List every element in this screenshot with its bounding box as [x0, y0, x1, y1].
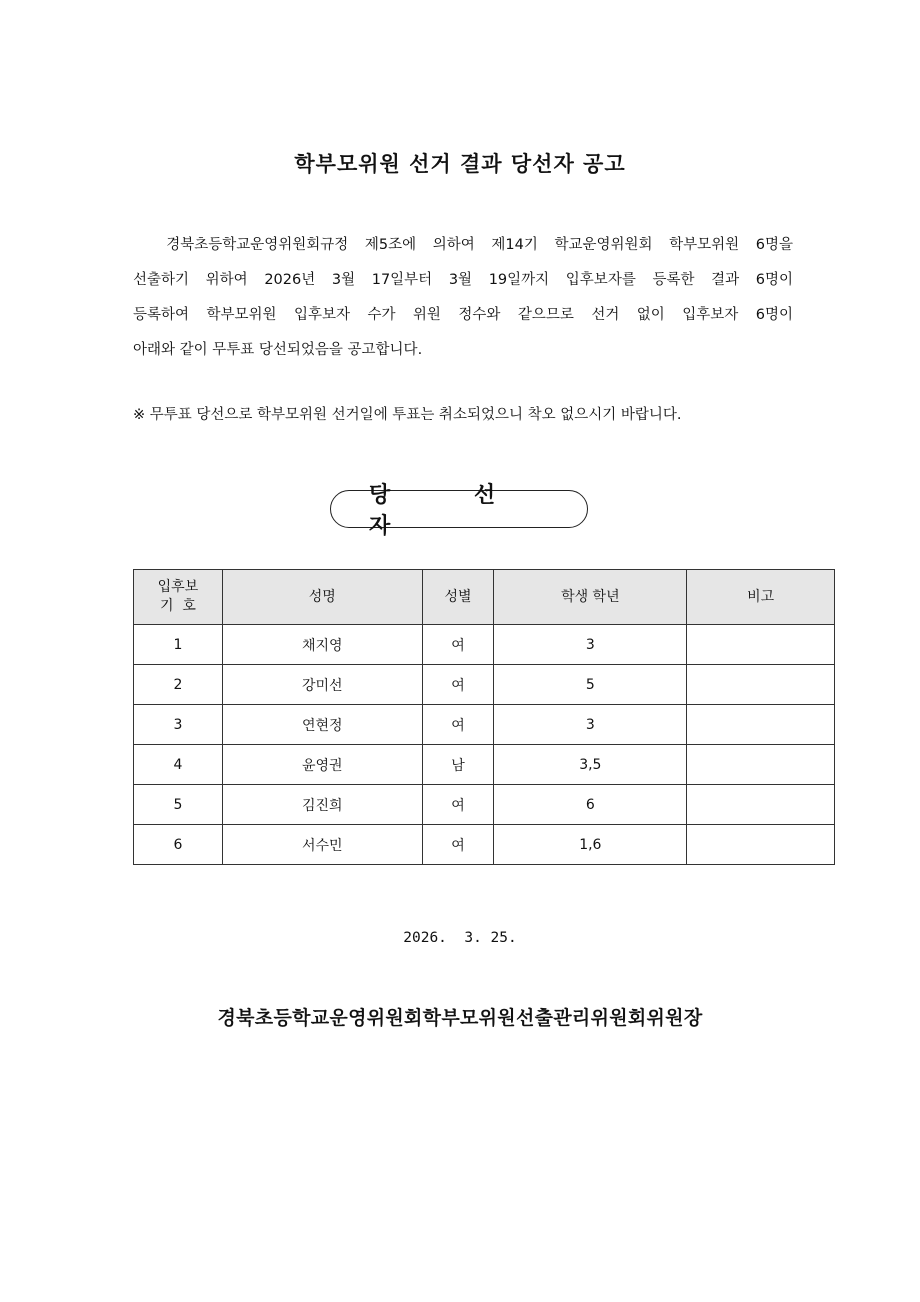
notice-note: ※ 무투표 당선으로 학부모위원 선거일에 투표는 취소되었으니 착오 없으시기 바랍니다.	[133, 407, 682, 423]
table-row	[134, 705, 835, 745]
body-line: 등록하여 학부모위원 입후보자 수가 위원 정수와 같으므로 선거 없이 입후보자 6명이	[133, 307, 793, 323]
header-gender: 성별	[422, 570, 494, 625]
cell-remarks	[687, 785, 835, 825]
cell-name: 윤영권	[222, 745, 422, 785]
notice-body	[133, 228, 793, 368]
cell-number: 5	[134, 785, 223, 825]
table-row	[134, 625, 835, 665]
body-line: 경북초등학교운영위원회규정 제5조에 의하여 제14기 학교운영위원회 학부모위원 6명을	[133, 237, 793, 253]
cell-gender: 여	[422, 785, 494, 825]
cell-gender: 여	[422, 625, 494, 665]
cell-name: 서수민	[222, 825, 422, 865]
cell-name: 김진희	[222, 785, 422, 825]
signer-title: 경북초등학교운영위원회학부모위원선출관리위원회위원장	[217, 1007, 703, 1029]
cell-name: 연현정	[222, 705, 422, 745]
cell-remarks	[687, 665, 835, 705]
header-number-line2: 기 호	[159, 598, 196, 614]
cell-grade: 1,6	[494, 825, 687, 865]
cell-name: 채지영	[222, 625, 422, 665]
cell-number: 6	[134, 825, 223, 865]
winners-table	[133, 569, 835, 865]
notice-title: 학부모위원 선거 결과 당선자 공고	[294, 152, 626, 176]
cell-grade: 6	[494, 785, 687, 825]
cell-remarks	[687, 825, 835, 865]
body-line: 아래와 같이 무투표 당선되었음을 공고합니다.	[133, 342, 423, 358]
header-name: 성명	[222, 570, 422, 625]
cell-gender: 여	[422, 705, 494, 745]
table-row	[134, 825, 835, 865]
header-number-line1: 입후보	[157, 579, 199, 595]
header-grade: 학생 학년	[494, 570, 687, 625]
cell-number: 3	[134, 705, 223, 745]
winners-heading: 당 선 자	[330, 490, 588, 528]
cell-remarks	[687, 745, 835, 785]
table-header-row	[134, 570, 835, 625]
cell-gender: 남	[422, 745, 494, 785]
cell-grade: 3	[494, 705, 687, 745]
table-row	[134, 745, 835, 785]
notice-date: 2026. 3. 25.	[403, 930, 517, 946]
cell-number: 1	[134, 625, 223, 665]
cell-grade: 3	[494, 625, 687, 665]
cell-grade: 3,5	[494, 745, 687, 785]
cell-gender: 여	[422, 665, 494, 705]
body-line: 선출하기 위하여 2026년 3월 17일부터 3월 19일까지 입후보자를 등록한 결과 6명이	[133, 272, 793, 288]
cell-remarks	[687, 625, 835, 665]
cell-grade: 5	[494, 665, 687, 705]
table-row	[134, 785, 835, 825]
cell-gender: 여	[422, 825, 494, 865]
cell-remarks	[687, 705, 835, 745]
cell-name: 강미선	[222, 665, 422, 705]
header-remarks: 비고	[687, 570, 835, 625]
table-row	[134, 665, 835, 705]
header-candidate-number	[134, 570, 223, 625]
cell-number: 4	[134, 745, 223, 785]
cell-number: 2	[134, 665, 223, 705]
